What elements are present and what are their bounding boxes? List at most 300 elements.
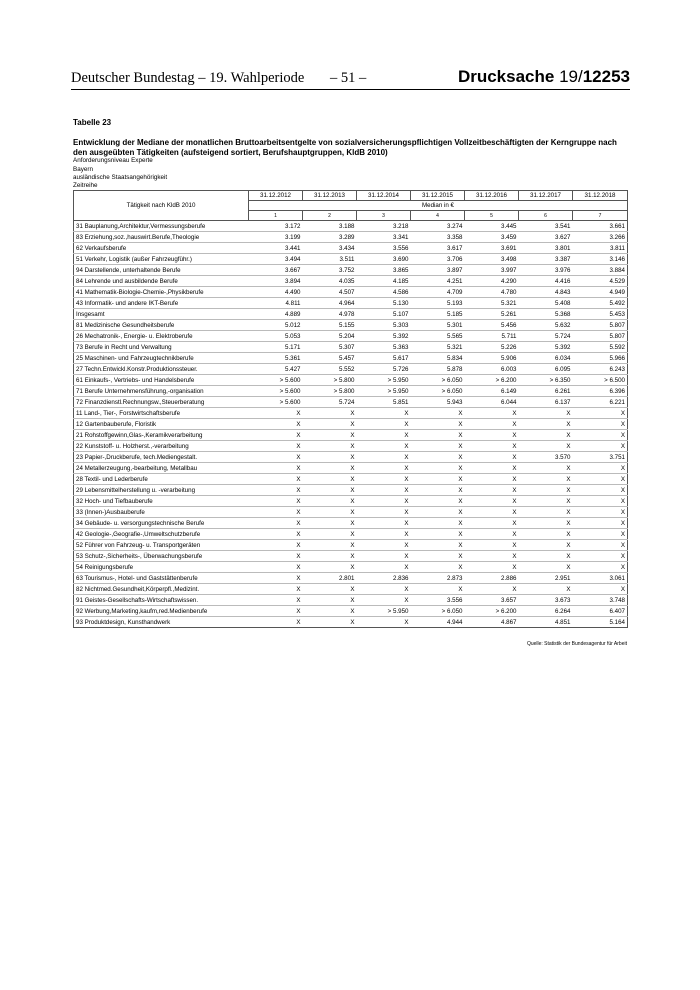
table-title: Entwicklung der Mediane der monatlichen Bruttoarbeitsentgelte von sozialversicherungspflichtigen Vollzeitbeschäftigten der Kerngruppe nach den ausgeübten Tätigkeiten (aufsteigend sortiert, Berufshauptgruppen, KldB 2010) bbox=[73, 138, 617, 157]
median-value: X bbox=[411, 584, 465, 595]
median-value: 3.498 bbox=[465, 254, 519, 265]
median-value: X bbox=[519, 419, 573, 430]
median-value: 5.807 bbox=[573, 320, 628, 331]
median-value: X bbox=[249, 562, 303, 573]
median-value: 4.529 bbox=[573, 276, 628, 287]
median-value: X bbox=[303, 562, 357, 573]
median-value: X bbox=[519, 540, 573, 551]
median-value: X bbox=[357, 485, 411, 496]
median-value: X bbox=[249, 485, 303, 496]
table-row bbox=[74, 529, 628, 540]
median-value: X bbox=[411, 507, 465, 518]
median-value: X bbox=[249, 606, 303, 617]
median-value: 5.130 bbox=[357, 298, 411, 309]
table-row bbox=[74, 474, 628, 485]
median-value: 3.627 bbox=[519, 232, 573, 243]
median-value: 6.034 bbox=[519, 353, 573, 364]
median-value: 3.976 bbox=[519, 265, 573, 276]
activity-name: 52 Führer von Fahrzeug- u. Transportgeräten bbox=[74, 540, 249, 551]
median-value: 6.003 bbox=[465, 364, 519, 375]
activity-name: 26 Mechatronik-, Energie- u. Elektroberufe bbox=[74, 331, 249, 342]
header-page-number: – 51 – bbox=[330, 70, 367, 86]
median-value: > 6.050 bbox=[411, 375, 465, 386]
median-value: X bbox=[411, 419, 465, 430]
activity-name: 82 Nichtmed.Gesundheit,Körperpfl.,Medizint. bbox=[74, 584, 249, 595]
activity-name: 21 Rohstoffgewinn,Glas-,Keramikverarbeitung bbox=[74, 430, 249, 441]
median-value: X bbox=[411, 496, 465, 507]
table-row bbox=[74, 397, 628, 408]
page-header bbox=[71, 67, 630, 90]
median-value: X bbox=[519, 562, 573, 573]
header-doc-id: 12253 bbox=[582, 67, 630, 86]
median-value: X bbox=[249, 496, 303, 507]
median-value: X bbox=[573, 518, 628, 529]
median-value: 6.044 bbox=[465, 397, 519, 408]
median-value: X bbox=[303, 529, 357, 540]
median-value: 6.095 bbox=[519, 364, 573, 375]
table-row bbox=[74, 232, 628, 243]
median-value: 5.851 bbox=[357, 397, 411, 408]
median-value: X bbox=[249, 540, 303, 551]
median-value: X bbox=[357, 463, 411, 474]
median-value: > 6.050 bbox=[411, 386, 465, 397]
median-value: X bbox=[357, 441, 411, 452]
median-value: X bbox=[465, 441, 519, 452]
median-value: X bbox=[519, 507, 573, 518]
table-row bbox=[74, 595, 628, 606]
median-value: > 5.600 bbox=[249, 397, 303, 408]
table-row bbox=[74, 518, 628, 529]
table-row bbox=[74, 386, 628, 397]
median-value: 2.801 bbox=[303, 573, 357, 584]
median-value: X bbox=[303, 507, 357, 518]
median-value: X bbox=[465, 474, 519, 485]
median-value: X bbox=[249, 529, 303, 540]
median-value: 3.274 bbox=[411, 221, 465, 232]
median-value: X bbox=[465, 496, 519, 507]
table-row bbox=[74, 551, 628, 562]
median-value: 4.709 bbox=[411, 287, 465, 298]
median-value: X bbox=[357, 584, 411, 595]
median-value: 5.321 bbox=[465, 298, 519, 309]
median-value: X bbox=[465, 540, 519, 551]
median-value: X bbox=[411, 474, 465, 485]
median-value: 4.416 bbox=[519, 276, 573, 287]
activity-name: 54 Reinigungsberufe bbox=[74, 562, 249, 573]
activity-name: 71 Berufe Unternehmensführung,-organisation bbox=[74, 386, 249, 397]
median-value: 4.964 bbox=[303, 298, 357, 309]
median-value: X bbox=[249, 507, 303, 518]
median-value: 3.172 bbox=[249, 221, 303, 232]
median-value: 3.811 bbox=[573, 243, 628, 254]
median-value: 3.541 bbox=[519, 221, 573, 232]
median-value: X bbox=[465, 507, 519, 518]
median-value: 5.711 bbox=[465, 331, 519, 342]
median-value: X bbox=[357, 551, 411, 562]
median-value: 3.661 bbox=[573, 221, 628, 232]
year-header: 31.12.2016 bbox=[465, 191, 519, 201]
median-value: X bbox=[249, 518, 303, 529]
median-value: X bbox=[303, 430, 357, 441]
header-document-number bbox=[458, 67, 630, 87]
median-value: X bbox=[249, 452, 303, 463]
activity-name: Insgesamt bbox=[74, 309, 249, 320]
table-row bbox=[74, 573, 628, 584]
table-row bbox=[74, 463, 628, 474]
median-value: X bbox=[573, 408, 628, 419]
median-value: 3.494 bbox=[249, 254, 303, 265]
median-value: > 6.200 bbox=[465, 375, 519, 386]
median-value: 5.592 bbox=[573, 342, 628, 353]
median-value: 6.261 bbox=[519, 386, 573, 397]
median-value: 5.155 bbox=[303, 320, 357, 331]
table-row bbox=[74, 617, 628, 628]
activity-name: 63 Tourismus-, Hotel- und Gaststättenberufe bbox=[74, 573, 249, 584]
median-value: X bbox=[303, 617, 357, 628]
table-row bbox=[74, 540, 628, 551]
median-value: 3.188 bbox=[303, 221, 357, 232]
median-value: 5.301 bbox=[411, 320, 465, 331]
median-value: 3.657 bbox=[465, 595, 519, 606]
table-row bbox=[74, 298, 628, 309]
median-value: X bbox=[411, 452, 465, 463]
median-value: 5.171 bbox=[249, 342, 303, 353]
median-value: 3.289 bbox=[303, 232, 357, 243]
median-value: X bbox=[411, 430, 465, 441]
median-value: > 5.800 bbox=[303, 386, 357, 397]
median-value: 4.490 bbox=[249, 287, 303, 298]
median-value: 5.724 bbox=[303, 397, 357, 408]
median-value: 3.556 bbox=[357, 243, 411, 254]
activity-name: 29 Lebensmittelherstellung u. -verarbeitung bbox=[74, 485, 249, 496]
table-row bbox=[74, 496, 628, 507]
median-value: > 6.350 bbox=[519, 375, 573, 386]
median-value: 6.137 bbox=[519, 397, 573, 408]
median-value: X bbox=[411, 562, 465, 573]
activity-name: 84 Lehrende und ausbildende Berufe bbox=[74, 276, 249, 287]
activity-name: 22 Kunststoff- u. Holzherst.,-verarbeitung bbox=[74, 441, 249, 452]
median-value: X bbox=[303, 584, 357, 595]
median-value: 4.251 bbox=[411, 276, 465, 287]
median-value: X bbox=[519, 518, 573, 529]
median-value: 3.751 bbox=[573, 452, 628, 463]
median-value: 5.552 bbox=[303, 364, 357, 375]
median-value: X bbox=[519, 408, 573, 419]
median-value: X bbox=[357, 529, 411, 540]
median-value: 5.427 bbox=[249, 364, 303, 375]
median-value: X bbox=[249, 430, 303, 441]
median-value: 6.149 bbox=[465, 386, 519, 397]
median-value: 5.943 bbox=[411, 397, 465, 408]
median-value: X bbox=[573, 485, 628, 496]
activity-name: 11 Land-, Tier-, Forstwirtschaftsberufe bbox=[74, 408, 249, 419]
table-row bbox=[74, 441, 628, 452]
median-value: 4.889 bbox=[249, 309, 303, 320]
median-value: 3.894 bbox=[249, 276, 303, 287]
median-value: 3.897 bbox=[411, 265, 465, 276]
median-value: > 5.800 bbox=[303, 375, 357, 386]
median-value: 3.865 bbox=[357, 265, 411, 276]
median-value: X bbox=[249, 441, 303, 452]
activity-name: 81 Medizinische Gesundheitsberufe bbox=[74, 320, 249, 331]
median-value: X bbox=[411, 485, 465, 496]
median-value: X bbox=[303, 408, 357, 419]
table-row bbox=[74, 331, 628, 342]
median-value: 3.706 bbox=[411, 254, 465, 265]
median-value: X bbox=[249, 551, 303, 562]
median-value: 3.556 bbox=[411, 595, 465, 606]
median-value: X bbox=[465, 485, 519, 496]
median-value: 3.146 bbox=[573, 254, 628, 265]
table-row bbox=[74, 606, 628, 617]
activity-name: 32 Hoch- und Tiefbauberufe bbox=[74, 496, 249, 507]
median-value: X bbox=[573, 496, 628, 507]
median-value: X bbox=[357, 419, 411, 430]
median-value: X bbox=[411, 441, 465, 452]
median-value: 4.035 bbox=[303, 276, 357, 287]
median-value: 4.780 bbox=[465, 287, 519, 298]
median-value: X bbox=[465, 529, 519, 540]
table-row bbox=[74, 342, 628, 353]
median-value: X bbox=[357, 518, 411, 529]
median-value: X bbox=[249, 595, 303, 606]
median-value: 5.303 bbox=[357, 320, 411, 331]
median-value: X bbox=[303, 540, 357, 551]
median-value: > 6.200 bbox=[465, 606, 519, 617]
median-value: X bbox=[303, 595, 357, 606]
header-parliament: Deutscher Bundestag – 19. Wahlperiode bbox=[71, 70, 305, 86]
median-value: 5.834 bbox=[411, 353, 465, 364]
median-value: X bbox=[519, 551, 573, 562]
median-value: X bbox=[303, 606, 357, 617]
median-value: X bbox=[303, 441, 357, 452]
median-value: 3.667 bbox=[249, 265, 303, 276]
median-value: X bbox=[357, 408, 411, 419]
median-value: X bbox=[357, 474, 411, 485]
median-value: 3.358 bbox=[411, 232, 465, 243]
median-value: X bbox=[519, 485, 573, 496]
activity-name: 33 (Innen-)Ausbauberufe bbox=[74, 507, 249, 518]
median-unit-header: Median in € bbox=[249, 201, 628, 211]
median-value: 4.978 bbox=[303, 309, 357, 320]
activity-column-header: Tätigkeit nach KldB 2010 bbox=[74, 191, 249, 221]
activity-name: 61 Einkaufs-, Vertriebs- und Handelsberufe bbox=[74, 375, 249, 386]
median-value: 5.164 bbox=[573, 617, 628, 628]
median-value: X bbox=[357, 452, 411, 463]
activity-name: 27 Techn.Entwickl.Konstr.Produktionssteuer. bbox=[74, 364, 249, 375]
median-value: X bbox=[249, 617, 303, 628]
median-value: X bbox=[249, 584, 303, 595]
year-header: 31.12.2017 bbox=[519, 191, 573, 201]
median-value: 5.107 bbox=[357, 309, 411, 320]
median-value: 6.396 bbox=[573, 386, 628, 397]
median-value: 5.453 bbox=[573, 309, 628, 320]
median-value: X bbox=[249, 408, 303, 419]
median-value: 5.724 bbox=[519, 331, 573, 342]
median-value: X bbox=[303, 419, 357, 430]
median-value: X bbox=[249, 474, 303, 485]
median-value: 4.867 bbox=[465, 617, 519, 628]
median-value: 5.193 bbox=[411, 298, 465, 309]
median-value: 3.266 bbox=[573, 232, 628, 243]
median-value: 3.387 bbox=[519, 254, 573, 265]
activity-name: 53 Schutz-,Sicherheits-, Überwachungsberufe bbox=[74, 551, 249, 562]
median-value: 3.061 bbox=[573, 573, 628, 584]
median-value: > 5.950 bbox=[357, 375, 411, 386]
table-body bbox=[74, 221, 628, 628]
median-value: 5.307 bbox=[303, 342, 357, 353]
year-header: 31.12.2018 bbox=[573, 191, 628, 201]
median-value: X bbox=[357, 562, 411, 573]
year-header: 31.12.2013 bbox=[303, 191, 357, 201]
median-value: 3.341 bbox=[357, 232, 411, 243]
table-row bbox=[74, 430, 628, 441]
activity-name: 23 Papier-,Druckberufe, tech.Mediengestalt. bbox=[74, 452, 249, 463]
median-value: X bbox=[411, 540, 465, 551]
median-value: 5.321 bbox=[411, 342, 465, 353]
median-value: X bbox=[357, 430, 411, 441]
median-value: X bbox=[519, 430, 573, 441]
table-row bbox=[74, 309, 628, 320]
activity-name: 51 Verkehr, Logistik (außer Fahrzeugführ.) bbox=[74, 254, 249, 265]
header-doc-label: Drucksache bbox=[457, 67, 555, 86]
median-value: X bbox=[465, 562, 519, 573]
median-value: X bbox=[465, 430, 519, 441]
median-value: 3.511 bbox=[303, 254, 357, 265]
median-value: 5.456 bbox=[465, 320, 519, 331]
meta-level: Anforderungsniveau Experte bbox=[73, 157, 153, 164]
median-value: X bbox=[519, 441, 573, 452]
median-value: X bbox=[249, 463, 303, 474]
median-value: X bbox=[573, 562, 628, 573]
median-value: > 5.950 bbox=[357, 386, 411, 397]
activity-name: 43 Informatik- und andere IKT-Berufe bbox=[74, 298, 249, 309]
activity-name: 41 Mathematik-Biologie-Chemie-,Physikberufe bbox=[74, 287, 249, 298]
median-value: 5.053 bbox=[249, 331, 303, 342]
median-value: X bbox=[303, 463, 357, 474]
median-value: X bbox=[357, 540, 411, 551]
median-value: 5.878 bbox=[411, 364, 465, 375]
median-value: 4.586 bbox=[357, 287, 411, 298]
median-value: 6.407 bbox=[573, 606, 628, 617]
table-row bbox=[74, 221, 628, 232]
median-value: X bbox=[303, 452, 357, 463]
median-value: 6.264 bbox=[519, 606, 573, 617]
table-row bbox=[74, 507, 628, 518]
median-value: 3.673 bbox=[519, 595, 573, 606]
median-value: 5.361 bbox=[249, 353, 303, 364]
median-value: 3.748 bbox=[573, 595, 628, 606]
median-value: 5.906 bbox=[465, 353, 519, 364]
median-value: 4.843 bbox=[519, 287, 573, 298]
median-value: 5.726 bbox=[357, 364, 411, 375]
median-value: 5.368 bbox=[519, 309, 573, 320]
activity-name: 25 Maschinen- und Fahrzeugtechnikberufe bbox=[74, 353, 249, 364]
median-value: 6.221 bbox=[573, 397, 628, 408]
median-value: 3.997 bbox=[465, 265, 519, 276]
median-value: 4.185 bbox=[357, 276, 411, 287]
column-number: 1 bbox=[249, 211, 303, 221]
meta-region: Bayern bbox=[73, 166, 93, 173]
median-value: 5.617 bbox=[357, 353, 411, 364]
median-value: X bbox=[573, 584, 628, 595]
median-value: 5.807 bbox=[573, 331, 628, 342]
median-value: 5.392 bbox=[519, 342, 573, 353]
median-value: X bbox=[519, 529, 573, 540]
median-value: 4.811 bbox=[249, 298, 303, 309]
table-row bbox=[74, 353, 628, 364]
activity-name: 42 Geologie-,Geografie-,Umweltschutzberufe bbox=[74, 529, 249, 540]
median-value: X bbox=[411, 551, 465, 562]
median-value: X bbox=[573, 463, 628, 474]
activity-name: 12 Gartenbauberufe, Floristik bbox=[74, 419, 249, 430]
median-value: 5.565 bbox=[411, 331, 465, 342]
median-value: 2.836 bbox=[357, 573, 411, 584]
median-value: X bbox=[249, 573, 303, 584]
median-value: 4.290 bbox=[465, 276, 519, 287]
header-doc-year: 19/ bbox=[559, 67, 583, 86]
table-row bbox=[74, 364, 628, 375]
activity-name: 24 Metallerzeugung,-bearbeitung, Metallbau bbox=[74, 463, 249, 474]
median-value: 5.363 bbox=[357, 342, 411, 353]
activity-name: 94 Darstellende, unterhaltende Berufe bbox=[74, 265, 249, 276]
median-value: 5.457 bbox=[303, 353, 357, 364]
median-value: 3.459 bbox=[465, 232, 519, 243]
column-number: 4 bbox=[411, 211, 465, 221]
median-value: 3.884 bbox=[573, 265, 628, 276]
median-value: > 6.050 bbox=[411, 606, 465, 617]
median-value: X bbox=[465, 408, 519, 419]
median-value: 5.392 bbox=[357, 331, 411, 342]
activity-name: 83 Erziehung,soz.,hauswirt.Berufe,Theologie bbox=[74, 232, 249, 243]
median-value: 2.951 bbox=[519, 573, 573, 584]
median-value: X bbox=[573, 441, 628, 452]
median-value: X bbox=[303, 551, 357, 562]
median-value: X bbox=[357, 595, 411, 606]
median-value: X bbox=[303, 474, 357, 485]
median-value: X bbox=[303, 485, 357, 496]
activity-name: 73 Berufe in Recht und Verwaltung bbox=[74, 342, 249, 353]
median-value: 2.886 bbox=[465, 573, 519, 584]
median-value: 4.944 bbox=[411, 617, 465, 628]
median-value: 2.873 bbox=[411, 573, 465, 584]
median-value: 4.507 bbox=[303, 287, 357, 298]
column-number: 7 bbox=[573, 211, 628, 221]
table-row bbox=[74, 408, 628, 419]
median-value: > 5.600 bbox=[249, 375, 303, 386]
table-row bbox=[74, 243, 628, 254]
median-value: 5.204 bbox=[303, 331, 357, 342]
median-value: X bbox=[465, 518, 519, 529]
median-value: X bbox=[411, 529, 465, 540]
activity-name: 93 Produktdesign, Kunsthandwerk bbox=[74, 617, 249, 628]
year-header: 31.12.2014 bbox=[357, 191, 411, 201]
median-value: > 6.500 bbox=[573, 375, 628, 386]
table-row bbox=[74, 562, 628, 573]
median-value: 5.408 bbox=[519, 298, 573, 309]
median-value: 3.570 bbox=[519, 452, 573, 463]
median-value: X bbox=[411, 463, 465, 474]
activity-name: 28 Textil- und Lederberufe bbox=[74, 474, 249, 485]
median-value: 5.185 bbox=[411, 309, 465, 320]
median-value: X bbox=[573, 507, 628, 518]
column-number: 6 bbox=[519, 211, 573, 221]
median-value: X bbox=[357, 496, 411, 507]
median-value: X bbox=[465, 551, 519, 562]
median-value: 4.949 bbox=[573, 287, 628, 298]
activity-name: 72 Finanzdienstl.Rechnungsw.,Steuerberatung bbox=[74, 397, 249, 408]
median-value: 3.434 bbox=[303, 243, 357, 254]
